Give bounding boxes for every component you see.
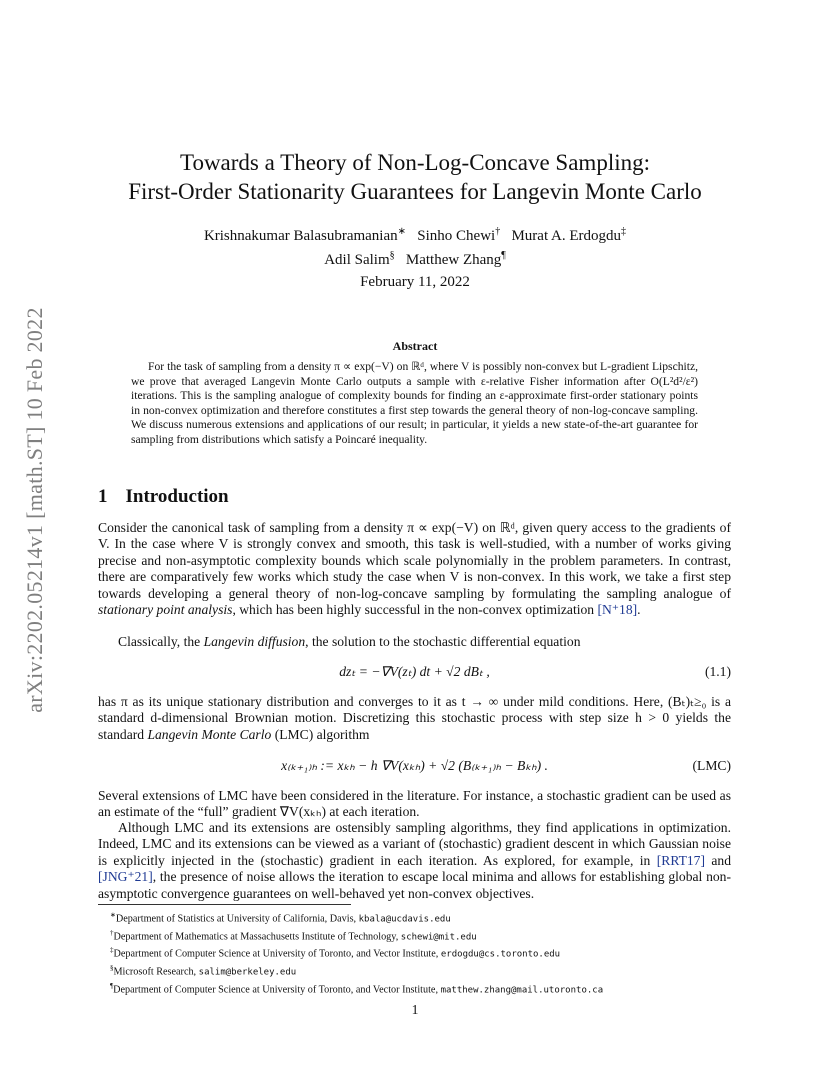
citation-link[interactable]: [JNG⁺21]: [98, 869, 153, 885]
footnote-text: Department of Statistics at University of California, Davis,: [115, 913, 359, 925]
paragraph-5: [98, 820, 731, 902]
footnote-text: Department of Mathematics at Massachusetts Institute of Technology,: [113, 931, 401, 943]
arxiv-identifier: arXiv:2202.05214v1 [math.ST] 10 Feb 2022: [22, 307, 47, 713]
footnote-mark: §: [110, 964, 114, 973]
paragraph-text: and: [705, 852, 731, 868]
author-mark: ¶: [501, 250, 506, 261]
equation-expression: dzₜ = −∇V(zₜ) dt + √2 dBₜ ,: [339, 664, 490, 679]
paragraph-text: , the solution to the stochastic differential equation: [305, 634, 581, 649]
footnote: [110, 980, 730, 998]
paragraph-text: , which has been highly successful in the non-convex optimization: [232, 602, 598, 618]
footnote-email[interactable]: erdogdu@cs.toronto.edu: [440, 949, 561, 960]
footnote: [110, 927, 730, 945]
paragraph-2: [98, 634, 731, 650]
author-name: Murat A. Erdogdu: [511, 228, 622, 244]
paragraph-4: Several extensions of LMC have been considered in the literature. For instance, a stochastic gradient can be used as an estimate of the “full” gradient ∇V(xₖₕ) at each iteration.: [98, 788, 731, 820]
paragraph-text: Classically, the: [118, 634, 204, 649]
footnote-text: Department of Computer Science at University of Toronto, and Vector Institute,: [113, 948, 441, 960]
paragraph-text: , the presence of noise allows the iteration to escape local minima and allows for establishing global non-asymptotic convergence guarantees on well-behaved yet non-convex objectives.: [98, 869, 731, 901]
footnote-email[interactable]: matthew.zhang@mail.utoronto.ca: [440, 985, 604, 996]
footnote-mark: †: [110, 928, 114, 937]
author-list: [100, 222, 730, 270]
equation-expression: x₍ₖ₊₁₎ₕ := xₖₕ − h ∇V(xₖₕ) + √2 (B₍ₖ₊₁₎ₕ − Bₖₕ) .: [281, 758, 548, 773]
author-name: Adil Salim: [324, 252, 390, 268]
author-mark: §: [389, 250, 395, 261]
paragraph-text: Although LMC and its extensions are ostensibly sampling algorithms, they find applications in optimization. Indeed, LMC and its extensions can be viewed as a variant of (stochastic) gradient descent in which Gaussian noise is explicitly injected in the (stochastic) gradient in each iteration. As explored, for example, in: [98, 820, 731, 868]
abstract-text: For the task of sampling from a density π ∝ exp(−V) on ℝᵈ, where V is possibly non-convex but L-gradient Lipschitz, we prove that averaged Langevin Monte Carlo outputs a sample with ε-relative Fisher information after O(L²d²/ε²) iterations. This is the sampling analogue of complexity bounds for finding an ε-approximate first-order stationary points in non-convex optimization and therefore constitutes a first step towards the general theory of non-log-concave sampling. We discuss numerous extensions and applications of our result; in particular, it yields a new state-of-the-art guarantee for sampling from distributions which satisfy a Poincaré inequality.: [131, 360, 698, 446]
footnote-email[interactable]: salim@berkeley.edu: [198, 967, 297, 978]
footnote: [110, 944, 730, 962]
paper-date: February 11, 2022: [360, 274, 470, 290]
paragraph-text: has π as its unique stationary distribution and converges to it as t → ∞ under mild conditions. Here, (Bₜ)ₜ≥₀ is a standard d-dimensional Brownian motion. Discretizing this stochastic process with step size h > 0 yields the standard: [98, 694, 731, 742]
author-mark: ∗: [397, 226, 407, 237]
footnote-text: Microsoft Research,: [113, 966, 199, 978]
author-line-2: [100, 246, 730, 270]
equation-tag: (1.1): [704, 664, 731, 679]
author-name: Krishnakumar Balasubramanian: [203, 228, 398, 244]
emphasis-text: Langevin Monte Carlo: [147, 726, 272, 742]
abstract-body: [131, 360, 698, 448]
equation-tag: (LMC): [692, 758, 731, 773]
title-line-2: First-Order Stationarity Guarantees for Langevin Monte Carlo: [128, 179, 702, 204]
footnote-email[interactable]: schewi@mit.edu: [400, 932, 477, 943]
arxiv-sidebar: [10, 270, 60, 750]
section-heading: [98, 486, 229, 508]
footnote-mark: ‡: [110, 946, 114, 955]
footnote-rule: [98, 904, 351, 905]
citation-link[interactable]: [RRT17]: [656, 852, 705, 868]
author-name: Matthew Zhang: [405, 252, 502, 268]
abstract-heading: Abstract: [392, 339, 438, 353]
emphasis-text: Langevin diffusion: [203, 634, 306, 649]
page-number: 1: [411, 1002, 419, 1017]
title-line-1: Towards a Theory of Non-Log-Concave Sampling:: [180, 150, 650, 175]
paragraph-text: (LMC) algorithm: [271, 726, 370, 742]
footnote-text: Department of Computer Science at University of Toronto, and Vector Institute,: [113, 984, 441, 996]
citation-link[interactable]: [N⁺18]: [597, 602, 638, 618]
footnotes: [110, 909, 730, 997]
author-name: Sinho Chewi: [417, 228, 496, 244]
paragraph-text: Consider the canonical task of sampling from a density π ∝ exp(−V) on ℝᵈ, given query access to the gradients of V. In the case where V is strongly convex and smooth, this task is well-studied, with a number of works giving precise and non-asymptotic complexity bounds which scale polynomially in the problem parameters. In contrast, there are comparatively few works which study the case when V is non-convex. In this work, we take a first step towards developing a general theory of non-log-concave sampling by formulating the sampling analogue of: [98, 520, 731, 601]
footnote: [110, 909, 730, 927]
footnote-mark: ¶: [110, 981, 114, 990]
footnote-email[interactable]: kbala@ucdavis.edu: [358, 914, 451, 925]
footnote-mark: ∗: [110, 911, 116, 919]
paragraph-text: .: [637, 602, 641, 618]
paragraph-1: [98, 520, 731, 618]
author-mark: †: [495, 226, 501, 237]
paper-title: [100, 148, 730, 206]
emphasis-text: stationary point analysis: [98, 602, 233, 618]
footnote: [110, 962, 730, 980]
author-line-1: [100, 222, 730, 246]
author-mark: ‡: [621, 226, 627, 237]
section-number: 1: [98, 486, 108, 507]
section-title: Introduction: [125, 486, 229, 507]
paragraph-3: [98, 694, 731, 743]
